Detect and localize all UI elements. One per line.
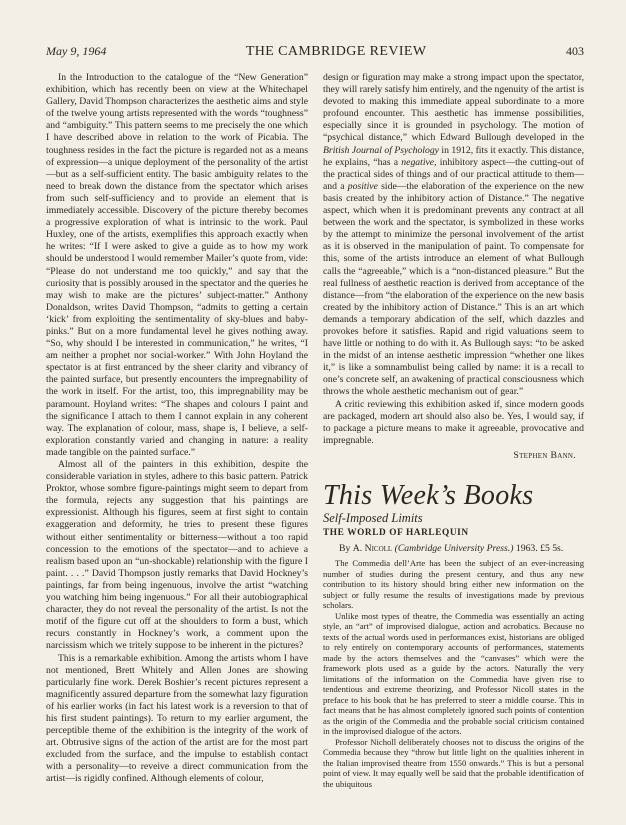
review-paragraph: Professor Nicholl deliberately chooses not to discuss the origins of the Commedia because they “throw but little light on the qualities inherent in the Italian improvised theatre from 1550 onwards.” This is but a personal point of view. It may equally well be said that the probable identification of the ubiquitous (323, 736, 584, 789)
right-column (323, 72, 584, 789)
review-byline (339, 543, 584, 555)
emphasis-negative: negative (401, 156, 435, 168)
article-paragraph (323, 72, 584, 399)
article-paragraph: This is a remarkable exhibition. Among the artists whom I have not mentioned, Brett Whitely and Allen Jones are showing particularly fine work. Derek Boshier’s recent pictures represent a magnificently assured departure from the somewhat lazy figuration of his earlier works (in fact his latest work is a reversion to that of his first student paintings). To return to my earlier argument, the perceptible theme of the exhibition is the integrity of the work of art. Obtrusive signs of the action of the artist are for the most part excluded from the surface, and the impulse to establish contact with a personality—to reveive a direct communication from the artist—is rigidly confined. Although elements of colour, (46, 652, 308, 785)
review-paragraph: Unlike most types of theatre, the Commedia was essentially an acting style, an “art” of improvised dialogue, action and acrobatics. Because no texts of the actual words used in performances exist, historians are obliged to rely entirely on contemporary accounts of performances, statements made by the actors themselves and the “canvases” which were the framework plots used as a guide by the actors. Naturally the very limitations of the information on the Commedia have given rise to tendentious and extreme theorizing, and Professor Nicoll states in the preface to his book that he has preferred to steer a middle course. This in fact means that he has almost completely ignored such points of contention as the origin of the Commedia and the probable social criticism contained in the improvised dialogue of the actors. (323, 610, 584, 737)
byline-author: A. Nicoll (352, 543, 393, 555)
byline-price: 1963. £5 5s. (513, 543, 564, 555)
text-run: , inhibitory aspect—the cutting-out of the practical sides of things and of our practical attitude to them—and a (323, 156, 584, 192)
text-run: in 1912, fits it exactly. This distance, he explains, “has a (323, 144, 584, 168)
running-header (46, 44, 584, 66)
review-body (323, 558, 584, 789)
article-paragraph: A critic reviewing this exhibition asked if, since modern goods are packaged, modern art should also also be. Yes, I would say, if to package a picture means to make it agreeable, provocative and impregnable. (323, 398, 584, 446)
review-title: Self-Imposed Limits (323, 511, 423, 526)
left-column (46, 72, 308, 789)
text-run: design or figuration may make a strong impact upon the spectator, they will rarely satisfy him entirely, and the ngenuity of the artist is devoted to making this immediate appeal subordinate to a more profound encounter. This aesthetic has immense possibilities, especially since it is grounded in psychology. The motion of “psychical distance,” which Edward Bullough developed in the (323, 72, 584, 144)
author-signature: Stephen Bann. (513, 449, 576, 461)
book-title: THE WORLD OF HARLEQUIN (323, 528, 469, 539)
section-heading: This Week’s Books (323, 480, 534, 511)
two-column-body (46, 72, 584, 789)
journal-title: British Journal of Psychology (323, 144, 439, 156)
emphasis-positive: positive (347, 180, 378, 192)
issue-date: May 9, 1964 (46, 44, 107, 58)
text-run: side—the elaboration of the experience on the new basis created by the inhibitory action of Distance.” The negative aspect, which when it is predominant prevents any contract at all between the work and the spectator, is symbolized in these works by the attempt to minimize the personal involvement of the artist as it is observed in the manipulation of paint. To compensate for this, some of the artists introduce an element of what Bullough calls the “agreeable,” which is a “non-distanced pleasure.” But the real fullness of aesthetic reaction is derived from acceptance of the distance—from “the elaboration of the experience on the new basis created by the inhibitory action of Distance.” This is an art which demands a temporary abdication of the self, which dazzles and provokes before it satisfies. Rapid and rigid valuations seem to have little or nothing to do with it. As Bullough says: “to be asked in the midst of an intense aesthetic impression “whether one likes it,” is like a somnambulist being called by name: it is a recall to one’s concrete self, an awakening of practical consciousness which throws the whole aesthetic mechanism out of gear.” (323, 180, 584, 398)
review-paragraph: The Commedia dell’Arte has been the subject of an ever-increasing number of studies during the present century, and thus any new contribution to its history should bring either new information on the subject or fully resume the results of investigations made by previous scholars. (323, 558, 584, 611)
publication-title: THE CAMBRIDGE REVIEW (245, 44, 427, 59)
article-paragraph: Almost all of the painters in this exhibition, despite the considerable variation in styles, adhere to this basic pattern. Patrick Proktor, whose sombre figure-paintings might seem to depart from the formula, rejects any suggestion that his paintings are expressionist. Although his figures, seem at first sight to contain exaggeration and deformity, he tries to present these figures without either sentimentality or bitterness—without a too rapid concession to the emotions of the spectator—and to achieve a realism based upon an “un-shockable) relationship with the figure I paint. . . .” David Thompson justly remarks that David Hockney’s paintings, far from being ingenuous, involve the artist “watching you watching him being ingenuous.” For all their autobiographical character, they do not reveal the personality of the artist. Is not the motif of the figure cut off at the shoulders to form a bust, which recurs constantly in Hockney’s work, a comment upon the narcissism which we tritely suppose to be inherent in the pictures? (46, 459, 308, 652)
byline-prefix: By (339, 543, 353, 555)
page-number: 403 (565, 44, 584, 58)
byline-publisher: (Cambridge University Press.) (394, 543, 514, 555)
article-paragraph: In the Introduction to the catalogue of the “New Generation” exhibition, which has recently been on view at the Whitechapel Gallery, David Thompson characterizes the aesthetic aims and style of the twelve young artists represented with the words “toughness” and “ambiguity.” This pattern seems to me precisely the one which I have described above in relation to the work of Picabia. The toughness resides in the fact the picture is regarded not as a means of expression—a unique deployment of the personality of the artist—but as a self-sufficient entity. The basic ambiguity relates to the need to break down the distance from the spectator which arises from such self-sufficiency and to provide an element that is immediately accessible. Discovery of the picture thereby becomes a progressive exploration of what is intrinsic to the work. Paul Huxley, one of the artists, exemplifies this approach exactly when he writes: “If I were asked to give a guide as to how my work should be understood I would remember Mailer’s quote from, vide: “Please do not understand me too quickly,” and say that the curiosity that is possibly aroused in the spectator and the queries he may wish to make are the pictures’ subject-matter.” Anthony Donaldson, writes David Thompson, “admits to getting a certain ‘kick’ from exploiting the sentimentality of sky-blues and baby-pinks.” But on a more fundamental level he gives nothing away. “So, why should I be interested in communication,” he writes, “I am neither a prophet nor social-worker.” With John Hoyland the spectator is at first entranced by the sheer clarity and vibrancy of the painted surface, but presently encounters the impregnability of the work in itself. For the artist, too, this impregnability may be paramount. Hoyland writes: “The shapes and colours I paint and the significance I attach to them I cannot explain in any coherent way. The explanation of colour, mass, shape is, I believe, a self-exploration constantly varied and changing in nature: a reality made tangible on the painted surface.” (46, 72, 309, 458)
